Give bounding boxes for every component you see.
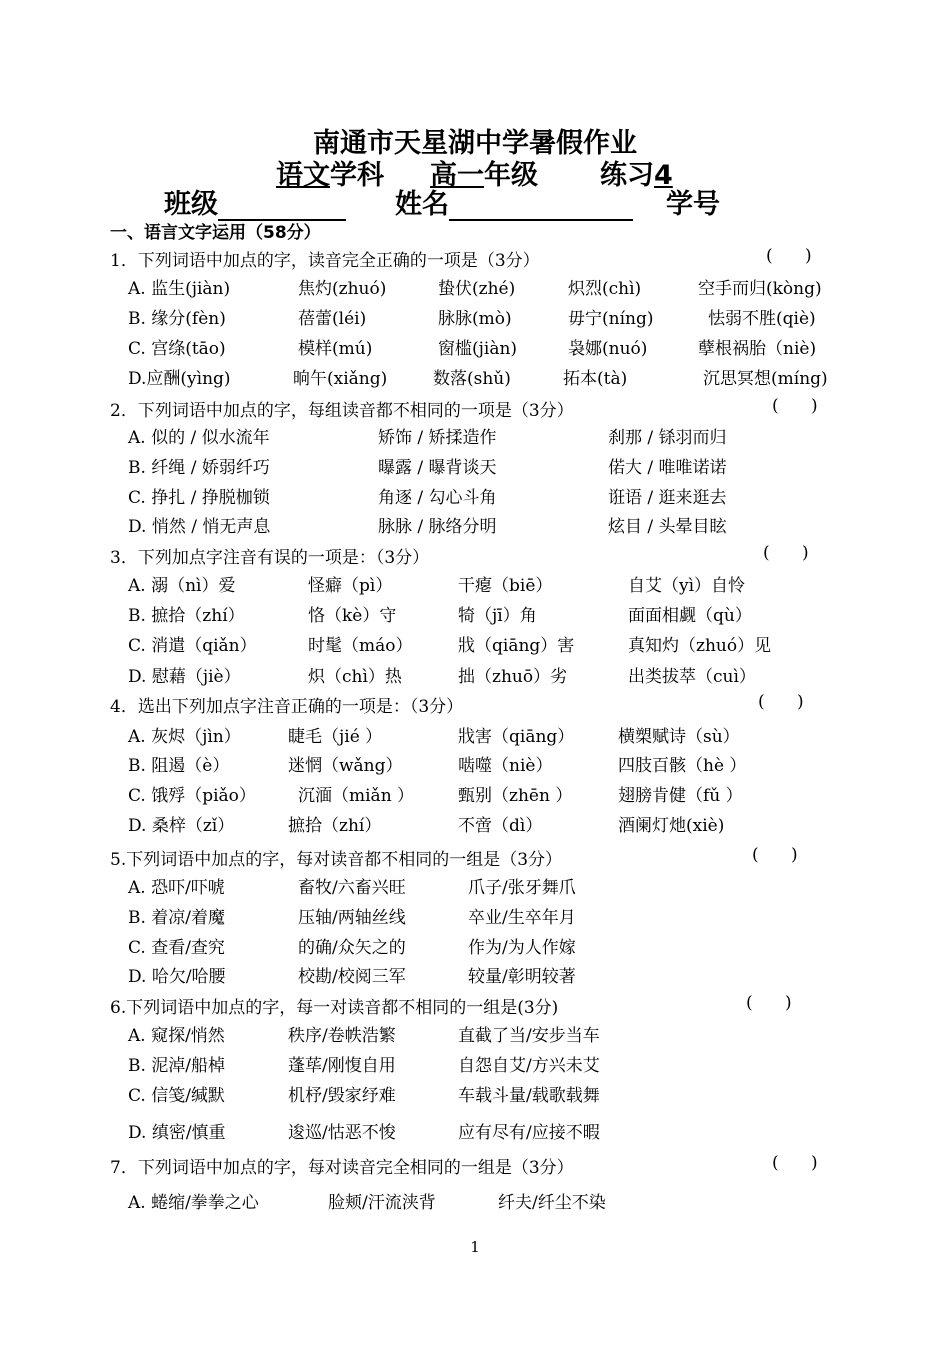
student-id-label: 学号	[666, 189, 720, 220]
question-stem: 5.下列词语中加点的字，每对读音都不相同的一组是（3分）	[110, 850, 563, 870]
option-item: 模样(mú)	[298, 339, 373, 359]
question-stem: 1．下列词语中加点的字，读音完全正确的一项是（3分）	[110, 251, 540, 271]
option-item: 甄别（zhēn ）	[458, 786, 573, 806]
option-item: 数落(shǔ)	[433, 369, 511, 389]
option-item: 蛰伏(zhé)	[438, 279, 516, 299]
exercise-number: 4	[654, 160, 673, 191]
document-title: 南通市天星湖中学暑假作业	[313, 128, 637, 159]
grade-suffix: 年级	[484, 160, 538, 191]
question-stem: 6.下列词语中加点的字，每一对读音都不相同的一组是(3分)	[110, 998, 559, 1018]
option-item: C. 查看/查究	[128, 938, 225, 958]
option-item: 车载斗量/载歌载舞	[458, 1086, 600, 1106]
option-item: C. 饿殍（piǎo）	[128, 786, 256, 806]
option-item: 刹那 / 铩羽而归	[608, 428, 727, 448]
page-number: 1	[470, 1238, 480, 1256]
option-item: 面面相觑（qù）	[628, 606, 752, 626]
subject-suffix: 学科	[330, 160, 384, 191]
option-item: 自艾（yì）自怜	[628, 576, 746, 596]
option-item: 角逐 / 勾心斗角	[378, 488, 497, 508]
option-item: 机杼/毁家纾难	[288, 1086, 396, 1106]
option-item: 犄（jī）角	[458, 606, 537, 626]
option-item: 酒阑灯灺(xiè)	[618, 816, 725, 836]
option-item: 时髦（máo）	[308, 636, 413, 656]
option-item: C. 消遣（qiǎn）	[128, 636, 257, 656]
option-item: C. 信笺/缄默	[128, 1086, 225, 1106]
option-item: 毋宁(níng)	[568, 309, 654, 329]
option-item: 脉脉 / 脉络分明	[378, 517, 497, 537]
option-item: A. 监生(jiàn)	[128, 279, 231, 299]
answer-bracket[interactable]: ( )	[766, 246, 812, 266]
option-item: C. 挣扎 / 挣脱枷锁	[128, 488, 270, 508]
option-item: 窗槛(jiàn)	[438, 339, 518, 359]
grade-name: 高一	[430, 160, 484, 191]
option-item: 偌大 / 唯唯诺诺	[608, 458, 727, 478]
option-item: 秩序/卷帙浩繁	[288, 1026, 396, 1046]
option-item: 不啻（dì）	[458, 816, 543, 836]
option-item: D. 缜密/慎重	[128, 1123, 226, 1143]
answer-bracket[interactable]: ( )	[758, 692, 804, 712]
option-item: 曝露 / 曝背谈天	[378, 458, 497, 478]
option-item: 袅娜(nuó)	[568, 339, 648, 359]
option-item: 炽烈(chì)	[568, 279, 642, 299]
subject-name: 语文	[276, 160, 330, 191]
option-item: 戕（qiāng）害	[458, 636, 575, 656]
option-item: 爪子/张牙舞爪	[468, 878, 576, 898]
option-item: 沉湎（miǎn ）	[298, 786, 415, 806]
class-label: 班级	[164, 189, 218, 220]
answer-bracket[interactable]: ( )	[752, 845, 798, 865]
option-item: 应有尽有/应接不暇	[458, 1123, 600, 1143]
option-item: 空手而归(kòng)	[698, 279, 822, 299]
option-item: 恪（kè）守	[308, 606, 397, 626]
option-item: 戕害（qiāng）	[458, 727, 575, 747]
option-item: 干瘪（biē）	[458, 576, 553, 596]
question-stem: 3．下列加点字注音有误的一项是：（3分）	[110, 548, 430, 568]
option-item: A. 灰烬（jìn）	[128, 727, 241, 747]
option-item: 较量/彰明较著	[468, 967, 576, 987]
option-item: 拓本(tà)	[563, 369, 628, 389]
option-item: 怯弱不胜(qiè)	[708, 309, 816, 329]
option-item: A. 窥探/悄然	[128, 1026, 225, 1046]
question-stem: 4．选出下列加点字注音正确的一项是：（3分）	[110, 697, 464, 717]
class-field	[164, 182, 346, 221]
class-blank[interactable]	[218, 193, 346, 221]
option-item: 作为/为人作嫁	[468, 938, 576, 958]
option-item: 啮噬（niè）	[458, 756, 553, 776]
option-item: 的确/众矢之的	[298, 938, 406, 958]
option-item: 四肢百骸（hè ）	[618, 756, 747, 776]
option-item: B. 摭拾（zhí）	[128, 606, 245, 626]
option-item: 脸颊/汗流浃背	[328, 1193, 436, 1213]
option-item: 蓓蕾(léi)	[298, 309, 367, 329]
option-item: 蓬荜/刚愎自用	[288, 1056, 396, 1076]
option-item: 真知灼（zhuó）见	[628, 636, 772, 656]
option-item: 压轴/两轴丝线	[298, 908, 406, 928]
option-item: 卒业/生卒年月	[468, 908, 576, 928]
option-item: 出类拔萃（cuì）	[628, 667, 756, 687]
option-item: 校勘/校阅三军	[298, 967, 406, 987]
option-item: D. 慰藉（jiè）	[128, 667, 241, 687]
option-item: 炫目 / 头晕目眩	[608, 517, 727, 537]
option-item: 怪癖（pì）	[308, 576, 393, 596]
option-item: 矫饰 / 矫揉造作	[378, 428, 497, 448]
option-item: 逡巡/怙恶不悛	[288, 1123, 396, 1143]
option-item: 畜牧/六畜兴旺	[298, 878, 406, 898]
option-item: A. 恐吓/吓唬	[128, 878, 225, 898]
option-item: 直截了当/安步当车	[458, 1026, 600, 1046]
question-stem: 7．下列词语中加点的字，每对读音完全相同的一组是（3分）	[110, 1158, 574, 1178]
option-item: 迷惘（wǎng）	[288, 756, 403, 776]
option-item: 焦灼(zhuó)	[298, 279, 387, 299]
option-item: 睫毛（jié ）	[288, 727, 383, 747]
option-item: B. 纤绳 / 娇弱纤巧	[128, 458, 270, 478]
exercise-label: 练习	[600, 160, 654, 191]
option-item: C. 宫绦(tāo)	[128, 339, 226, 359]
option-item: B. 缘分(fèn)	[128, 309, 226, 329]
name-label: 姓名	[395, 189, 449, 220]
option-item: A. 似的 / 似水流年	[128, 428, 270, 448]
question-stem: 2．下列词语中加点的字，每组读音都不相同的一项是（3分）	[110, 401, 574, 421]
option-item: A. 溺（nì）爱	[128, 576, 236, 596]
option-item: 拙（zhuō）劣	[458, 667, 568, 687]
answer-bracket[interactable]: ( )	[763, 543, 809, 563]
option-item: 翅膀肯健（fǔ ）	[618, 786, 743, 806]
option-item: D. 悄然 / 悄无声息	[128, 517, 271, 537]
name-field	[395, 182, 633, 221]
option-item: 沉思冥想(míng)	[703, 369, 828, 389]
option-item: B. 阻遏（è）	[128, 756, 230, 776]
section-heading: 一、语言文字运用（58分）	[110, 223, 321, 243]
option-item: 诳语 / 逛来逛去	[608, 488, 727, 508]
option-item: 晌午(xiǎng)	[293, 369, 388, 389]
option-item: 纤夫/纤尘不染	[498, 1193, 606, 1213]
name-blank[interactable]	[449, 193, 633, 221]
answer-bracket[interactable]: ( )	[772, 1153, 818, 1173]
answer-bracket[interactable]: ( )	[746, 993, 792, 1013]
option-item: 孽根祸胎（niè)	[698, 339, 817, 359]
option-item: 脉脉(mò)	[438, 309, 512, 329]
option-item: 横槊赋诗（sù）	[618, 727, 740, 747]
answer-bracket[interactable]: ( )	[772, 396, 818, 416]
option-item: B. 泥淖/船棹	[128, 1056, 226, 1076]
option-item: D. 桑梓（zǐ）	[128, 816, 235, 836]
option-item: B. 着凉/着魔	[128, 908, 226, 928]
option-item: 炽（chì）热	[308, 667, 402, 687]
option-item: 自怨自艾/方兴未艾	[458, 1056, 600, 1076]
option-item: A. 蜷缩/拳拳之心	[128, 1193, 259, 1213]
option-item: 摭拾（zhí）	[288, 816, 382, 836]
option-item: D.应酬(yìng)	[128, 369, 231, 389]
option-item: D. 哈欠/哈腰	[128, 967, 226, 987]
